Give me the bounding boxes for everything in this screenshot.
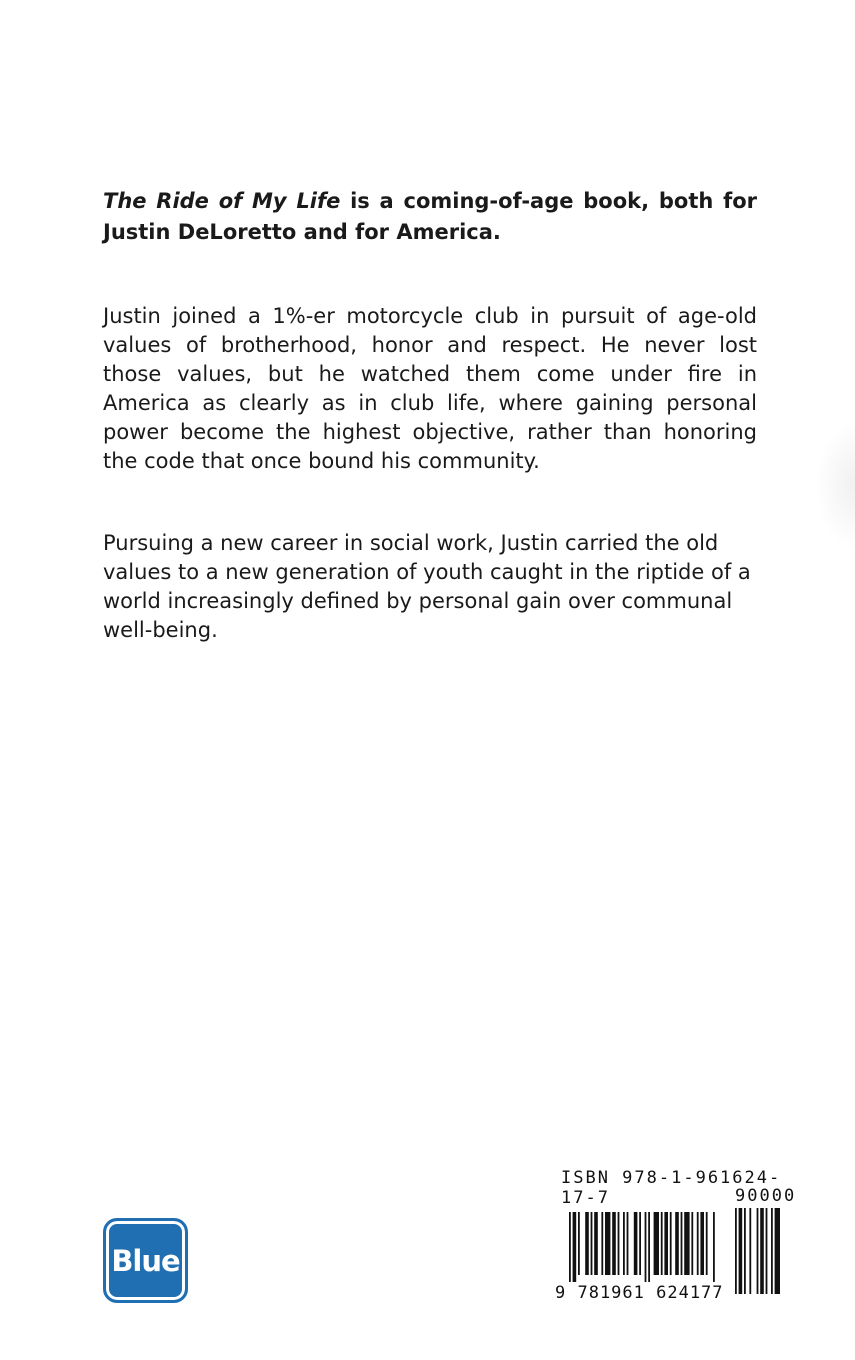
barcode-addon-bar [735,1208,737,1294]
barcode-bar [648,1212,650,1282]
barcode-bar [594,1212,598,1275]
barcode-addon-bar [771,1208,773,1294]
book-title: The Ride of My Life [103,189,341,213]
barcode-bar [601,1212,603,1275]
barcode-bar [569,1212,571,1282]
back-cover-blurb [103,186,757,698]
page-edge-shadow [815,420,855,550]
barcode-bar [618,1212,620,1275]
barcode-bar [706,1212,708,1275]
barcode-bar [664,1212,668,1275]
price-addon-number: 90000 [735,1186,797,1206]
barcode-bar [661,1212,663,1275]
barcode-bar [670,1212,672,1275]
barcode-bar [681,1212,683,1275]
barcode-addon-bar [760,1208,764,1294]
barcode-bar [645,1212,647,1282]
barcode-bar [634,1212,638,1275]
barcode-bar [639,1212,641,1275]
barcode-addon-bar [739,1208,743,1294]
barcode-bar [684,1212,689,1275]
barcode-bar [612,1212,616,1275]
barcode-addon-bar [749,1208,751,1294]
isbn-barcode [555,1168,810,1308]
paragraph-3: Pursuing a new career in social work, Justin carried the old values to a new generation of youth caught in the riptide of a world increasingly defined by personal gain over communal well-being. [103,531,751,642]
barcode-digits: 9 781961 624177 [555,1283,724,1303]
barcode-bar [605,1212,610,1275]
barcode-addon-bar [775,1208,780,1294]
barcode-bar [700,1212,704,1275]
barcode-bar [623,1212,625,1275]
barcode-bar [573,1212,577,1282]
barcode-bar [697,1212,699,1275]
barcode-bar [591,1212,593,1275]
barcode-bar [578,1212,580,1275]
barcode-bar [675,1212,679,1275]
barcode-addon-bar [744,1208,746,1294]
lead-paragraph [103,186,757,248]
barcode-bar [585,1212,589,1275]
barcode-bar [691,1212,693,1275]
isbn-number: ISBN 978-1-961624-17-7 [561,1168,782,1208]
barcode-bar [713,1212,715,1282]
barcode-addon-bar [757,1208,759,1294]
lead-text: is a coming-of-age book, both for Justin DeLoretto and for America. [103,189,757,244]
publisher-logo [103,1218,188,1303]
barcode-addon-bar [766,1208,768,1294]
publisher-logo-text: Blue [111,1243,180,1278]
paragraph-2: Justin joined a 1%-er motorcycle club in pursuit of age-old values of brotherhood, honor and respect. He never lost those values, but he watched them come under fire in America as clearly as in club life, where gaining personal power become the highest objective, rather than honoring the code that once bound his community. [103,304,757,473]
barcode-bar [654,1212,659,1275]
barcode-bar [627,1212,629,1275]
